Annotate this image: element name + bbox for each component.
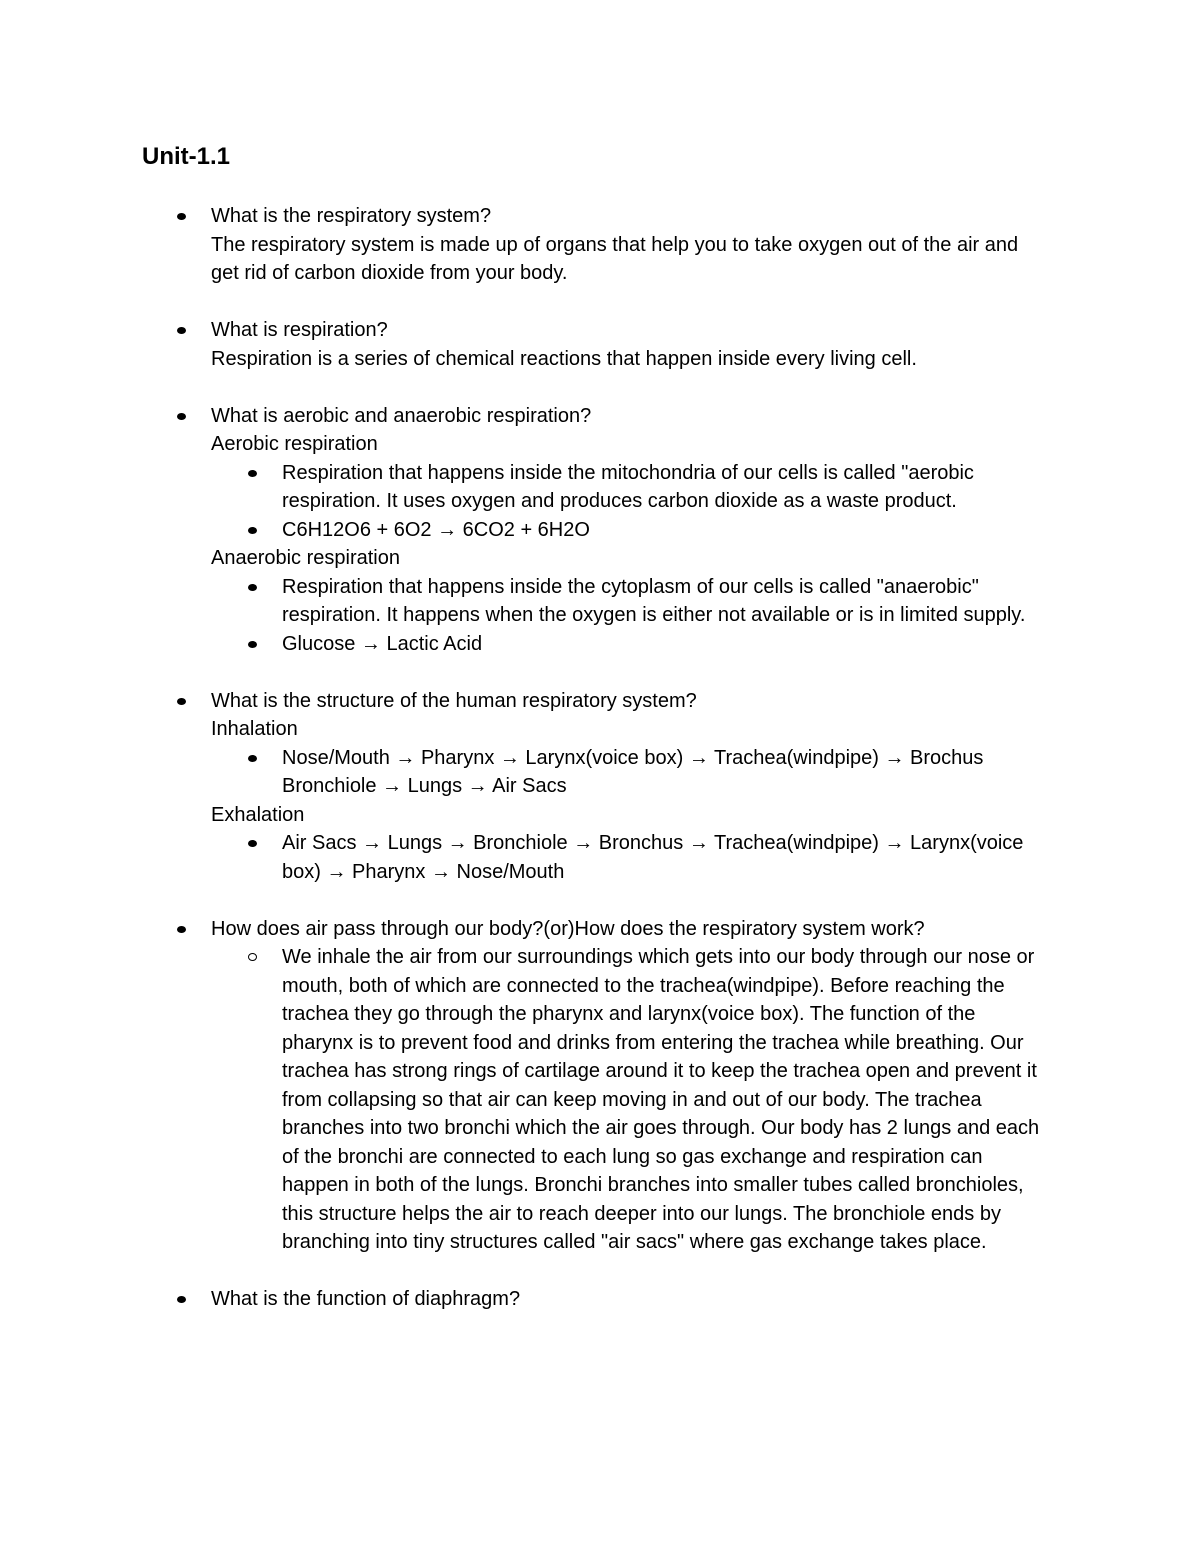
question-text: What is respiration? xyxy=(211,319,388,341)
question-item-structure xyxy=(0,687,1051,887)
bullet-icon xyxy=(248,527,257,534)
list-item xyxy=(211,459,1052,516)
bullet-icon xyxy=(177,327,186,334)
bullet-icon xyxy=(248,641,257,648)
bullet-icon xyxy=(248,840,257,847)
exhalation-label: Exhalation xyxy=(211,803,305,826)
bullet-icon xyxy=(248,584,257,591)
answer-text: Respiration is a series of chemical reactions that happen inside every living cell. xyxy=(211,347,917,370)
bullet-icon xyxy=(248,470,257,477)
question-text: What is the function of diaphragm? xyxy=(211,1288,521,1310)
question-item-diaphragm xyxy=(0,1285,1051,1314)
list-item xyxy=(211,516,1052,545)
answer-text: We inhale the air from our surroundings which gets into our body through our nose or mouth, both of which are connected to the trachea(windpipe). Before reaching the trachea they go through the pharynx and larynx(voice box). The function of the pharynx is to prevent food and drinks from entering the trachea while breathing. Our trachea has strong rings of cartilage around it to keep the trachea open and prevent it from collapsing so that air can keep moving in and out of our body. The trachea branches into two bronchi which the air goes through. Our body has 2 lungs and each of the bronchi are connected to each lung so gas exchange and respiration can happen in both of the lungs. Bronchi branches into smaller tubes called bronchioles, this structure helps the air to reach deeper into our lungs. The bronchiole ends by branching into tiny structures called "air sacs" where gas exchange takes place. xyxy=(282,946,1040,1253)
question-item-aerobic-anaerobic xyxy=(0,402,1051,659)
bullet-icon xyxy=(177,698,186,705)
question-list xyxy=(0,202,1200,1342)
exhalation-path: Air Sacs → Lungs → Bronchiole → Bronchus → Trachea(windpipe) → Larynx(voice box) → Pharynx → Nose/Mouth xyxy=(282,832,1024,883)
hollow-bullet-icon xyxy=(248,953,257,961)
question-text: What is the respiratory system? xyxy=(211,205,492,227)
question-item-air-pass xyxy=(0,915,1051,1257)
aerobic-label: Aerobic respiration xyxy=(211,433,378,455)
answer-text: The respiratory system is made up of organs that help you to take oxygen out of the air and get rid of carbon dioxide from your body. xyxy=(211,233,1019,284)
inhalation-label: Inhalation xyxy=(211,718,298,740)
list-item xyxy=(211,943,1052,1257)
list-item xyxy=(211,630,1052,659)
bullet-icon xyxy=(177,413,186,420)
bullet-icon xyxy=(177,1296,186,1303)
bullet-icon xyxy=(248,755,257,762)
page-title: Unit-1.1 xyxy=(142,143,231,170)
bullet-icon xyxy=(177,213,186,220)
anaerobic-definition: Respiration that happens inside the cytoplasm of our cells is called "anaerobic" respiration. It happens when the oxygen is either not available or is in limited supply. xyxy=(282,575,1026,626)
aerobic-definition: Respiration that happens inside the mitochondria of our cells is called "aerobic respiration. It uses oxygen and produces carbon dioxide as a waste product. xyxy=(282,461,974,512)
question-item-respiratory-system xyxy=(0,202,1051,288)
bullet-icon xyxy=(177,926,186,933)
anaerobic-equation: Glucose → Lactic Acid xyxy=(282,632,483,655)
anaerobic-label: Anaerobic respiration xyxy=(211,547,400,569)
inhalation-path: Nose/Mouth → Pharynx → Larynx(voice box) → Trachea(windpipe) → Brochus Bronchiole → Lungs → Air Sacs xyxy=(282,746,984,797)
aerobic-equation: C6H12O6 + 6O2 → 6CO2 + 6H2O xyxy=(282,518,590,541)
question-item-respiration xyxy=(0,316,1051,373)
list-item xyxy=(211,744,1052,801)
question-text: How does air pass through our body?(or)How does the respiratory system work? xyxy=(211,917,925,940)
question-text: What is aerobic and anaerobic respiration? xyxy=(211,404,592,427)
list-item xyxy=(211,573,1052,630)
list-item xyxy=(211,829,1052,886)
question-text: What is the structure of the human respiratory system? xyxy=(211,689,697,712)
